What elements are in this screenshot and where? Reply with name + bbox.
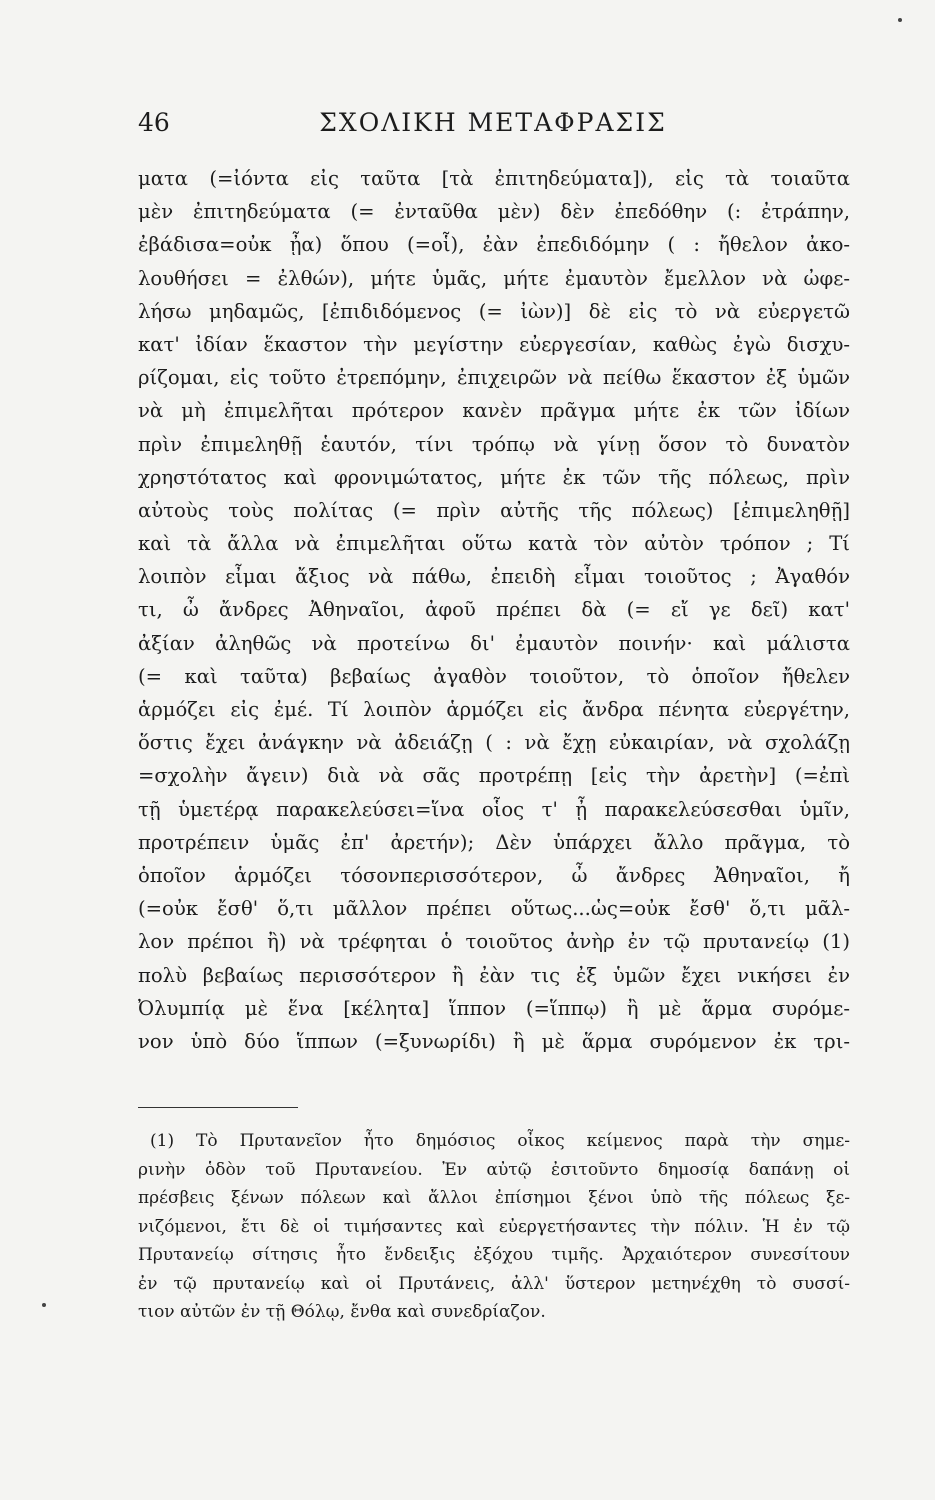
footnote-line: ἐν τῷ πρυτανείῳ καὶ οἱ Πρυτάνεις, ἀλλ' ὕστερον μετηνέχθη τὸ συσσί- (138, 1273, 850, 1294)
text-line: καὶ τὰ ἄλλα νὰ ἐπιμελῆται οὕτω κατὰ τὸν αὐτὸν τρόπον ; Τί (138, 532, 850, 556)
text-line: χρηστότατος καὶ φρονιμώτατος, μήτε ἐκ τῶν τῆς πόλεως, πρὶν (138, 465, 850, 489)
text-line: (=οὐκ ἔσθ' ὅ,τι μᾶλλον πρέπει οὕτως...ὡς=οὐκ ἔσθ' ὅ,τι μᾶλ- (138, 897, 850, 921)
running-title: ΣΧΟΛΙΚΗ ΜΕΤΑΦΡΑΣΙΣ (319, 108, 667, 137)
text-line: ὅστις ἔχει ἀνάγκην νὰ ἀδειάζῃ ( : νὰ ἔχῃ εὐκαιρίαν, νὰ σχολάζῃ (138, 731, 850, 755)
text-line: πρὶν ἐπιμεληθῇ ἑαυτόν, τίνι τρόπῳ νὰ γίνῃ ὅσον τὸ δυνατὸν (138, 432, 850, 456)
page-number: 46 (138, 108, 170, 137)
footnote-line: (1) Τὸ Πρυτανεῖον ἦτο δημόσιος οἶκος κείμενος παρὰ τὴν σημε- (150, 1131, 850, 1151)
text-line: αὐτοὺς τοὺς πολίτας (= πρὶν αὐτῆς τῆς πόλεως) [ἐπιμεληθῇ] (138, 498, 850, 522)
text-line: =σχολὴν ἄγειν) διὰ νὰ σᾶς προτρέπῃ [εἰς τὴν ἀρετὴν] (=ἐπὶ (138, 764, 850, 788)
footnote-block (138, 1127, 850, 1327)
text-line: προτρέπειν ὑμᾶς ἐπ' ἀρετήν); Δὲν ὑπάρχει ἄλλο πρᾶγμα, τὸ (138, 830, 850, 854)
text-line: (= καὶ ταῦτα) βεβαίως ἀγαθὸν τοιοῦτον, τὸ ὁποῖον ἤθελεν (138, 664, 850, 688)
footnote-line: ρινὴν ὁδὸν τοῦ Πρυτανείου. Ἐν αὐτῷ ἐσιτοῦντο δημοσίᾳ δαπάνῃ οἱ (138, 1159, 850, 1180)
text-line: λον πρέποι ἢ) νὰ τρέφηται ὁ τοιοῦτος ἀνὴρ ἐν τῷ πρυτανείῳ (1) (138, 930, 850, 954)
text-line: λοιπὸν εἶμαι ἄξιος νὰ πάθω, ἐπειδὴ εἶμαι τοιοῦτος ; Ἀγαθόν (138, 565, 850, 589)
text-line: λήσω μηδαμῶς, [ἐπιδιδόμενος (= ἰὼν)] δὲ εἰς τὸ νὰ εὐεργετῶ (138, 299, 850, 323)
text-line: ἐβάδισα=οὐκ ᾖα) ὅπου (=οἷ), ἐὰν ἐπεδιδόμην ( : ἤθελον ἀκο- (138, 233, 850, 257)
text-line: τῇ ὑμετέρᾳ παρακελεύσει=ἵνα οἷος τ' ᾖ παρακελεύσεσθαι ὑμῖν, (138, 797, 850, 821)
text-line: Ὀλυμπίᾳ μὲ ἕνα [κέλητα] ἵππον (=ἵππῳ) ἢ μὲ ἅρμα συρόμε- (138, 996, 850, 1020)
text-line: κατ' ἰδίαν ἕκαστον τὴν μεγίστην εὐεργεσίαν, καθὼς ἐγὼ δισχυ- (138, 332, 850, 356)
page-header (138, 108, 848, 148)
footnote-line: τιον αὐτῶν ἐν τῇ Θόλῳ, ἔνθα καὶ συνεδρίαζον. (138, 1302, 546, 1322)
text-line: μὲν ἐπιτηδεύματα (= ἐνταῦθα μὲν) δὲν ἐπεδόθην (: ἐτράπην, (138, 200, 850, 224)
text-line: πολὺ βεβαίως περισσότερον ἢ ἐὰν τις ἐξ ὑμῶν ἔχει νικήσει ἐν (138, 963, 850, 987)
footnote-divider (138, 1107, 298, 1108)
print-speck (42, 1303, 46, 1307)
text-line: ματα (=ἰόντα εἰς ταῦτα [τὰ ἐπιτηδεύματα]), εἰς τὰ τοιαῦτα (138, 167, 850, 190)
footnote-line: νιζόμενοι, ἔτι δὲ οἱ τιμήσαντες καὶ εὐεργετήσαντες τὴν πόλιν. Ἡ ἐν τῷ (138, 1216, 850, 1237)
footnote-line: πρέσβεις ξένων πόλεων καὶ ἄλλοι ἐπίσημοι ξένοι ὑπὸ τῆς πόλεως ξε- (138, 1188, 850, 1208)
text-line: ρίζομαι, εἰς τοῦτο ἐτρεπόμην, ἐπιχειρῶν νὰ πείθω ἕκαστον ἐξ ὑμῶν (138, 366, 850, 390)
text-line: νὰ μὴ ἐπιμελῆται πρότερον κανὲν πρᾶγμα μήτε ἐκ τῶν ἰδίων (138, 399, 850, 423)
main-text (138, 162, 850, 1058)
footnote-line: Πρυτανείῳ σίτησις ἦτο ἔνδειξις ἐξόχου τιμῆς. Ἀρχαιότερον συνεσίτουν (138, 1245, 850, 1265)
text-line: ἀξίαν ἀληθῶς νὰ προτείνω δι' ἐμαυτὸν ποινήν· καὶ μάλιστα (138, 631, 850, 655)
print-speck (898, 18, 902, 22)
text-line: ἁρμόζει εἰς ἐμέ. Τί λοιπὸν ἁρμόζει εἰς ἄνδρα πένητα εὐεργέτην, (138, 698, 850, 721)
text-line: λουθήσει = ἐλθών), μήτε ὑμᾶς, μήτε ἐμαυτὸν ἔμελλον νὰ ὠφε- (138, 266, 850, 290)
text-line: τι, ὦ ἄνδρες Ἀθηναῖοι, ἀφοῦ πρέπει δὰ (= εἴ γε δεῖ) κατ' (138, 598, 850, 622)
text-line: ὁποῖον ἁρμόζει τόσονπερισσότερον, ὦ ἄνδρες Ἀθηναῖοι, ἤ (138, 863, 850, 887)
text-line: νον ὑπὸ δύο ἵππων (=ξυνωρίδι) ἢ μὲ ἅρμα συρόμενον ἐκ τρι- (138, 1029, 850, 1053)
